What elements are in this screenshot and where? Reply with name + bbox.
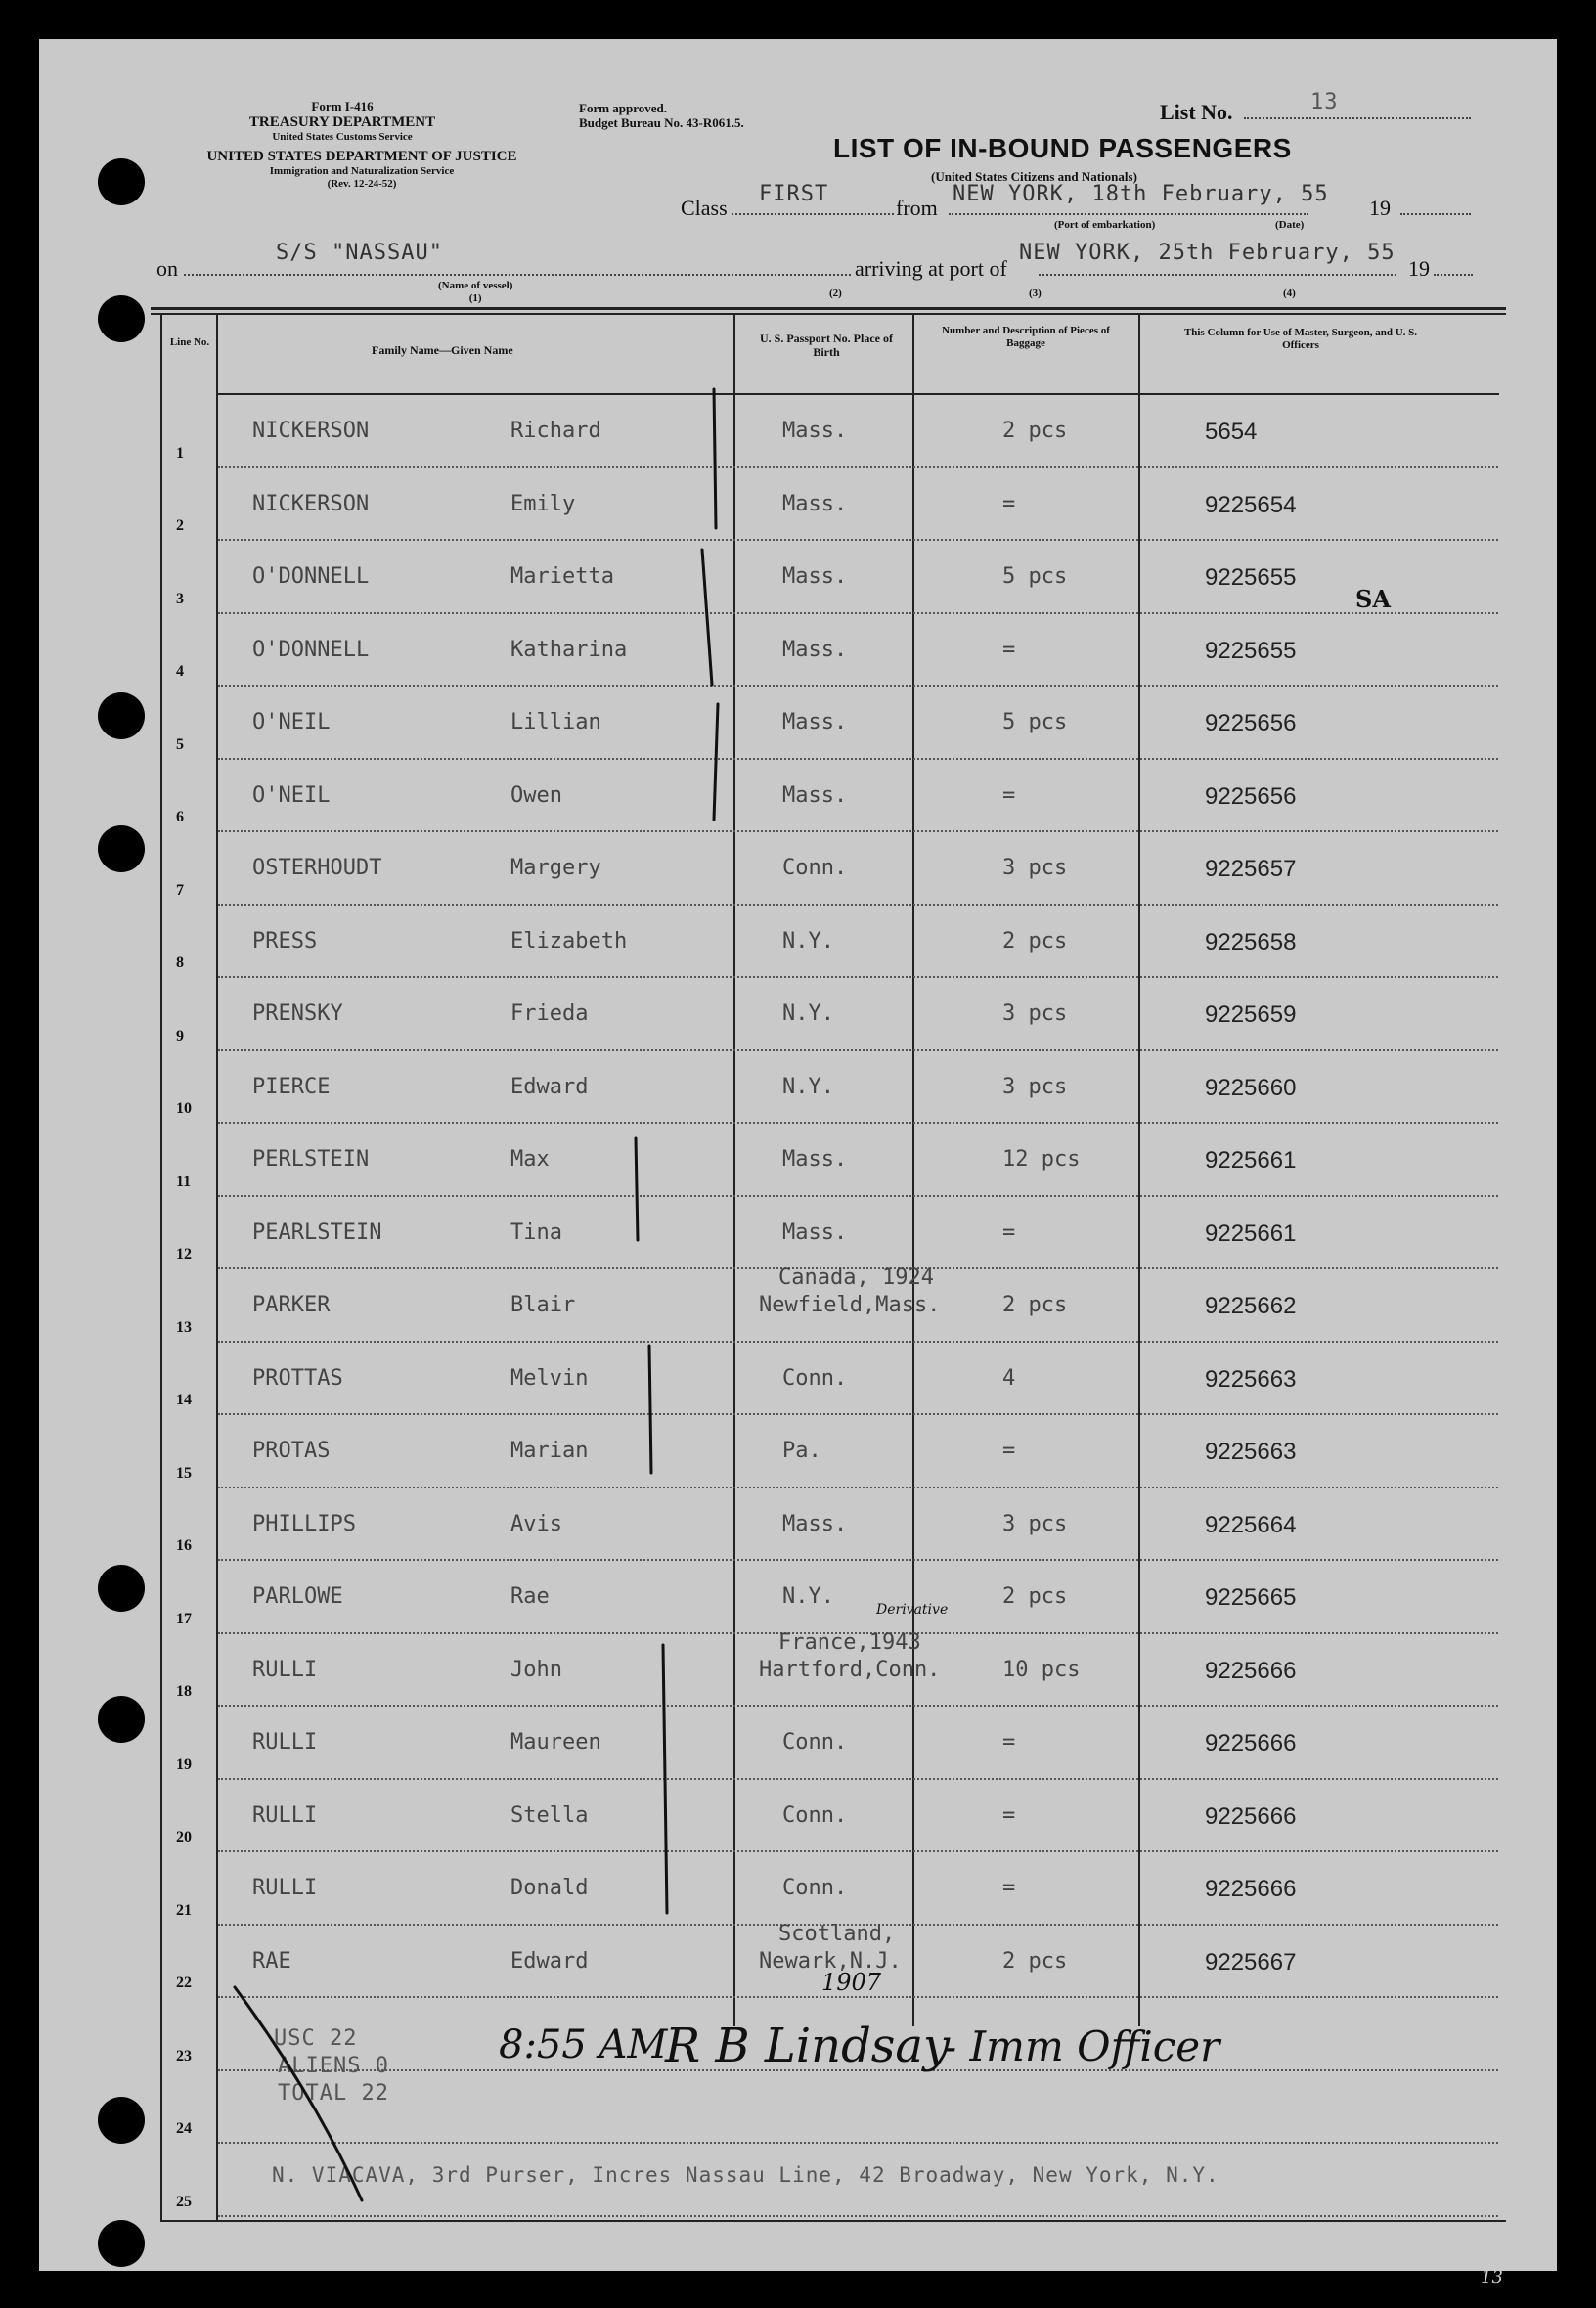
place-of-birth: N.Y. — [782, 1001, 834, 1026]
given-name: Edward — [510, 1948, 589, 1974]
officer-number: 9225655 — [1205, 637, 1297, 664]
given-name: Margery — [510, 856, 601, 880]
officer-number: 9225666 — [1205, 1657, 1297, 1684]
punch-hole — [98, 295, 145, 342]
family-name: PHILLIPS — [252, 1511, 356, 1536]
line-number: 19 — [176, 1755, 192, 1773]
list-number: 13 — [1310, 90, 1339, 114]
baggage: = — [1002, 1730, 1016, 1754]
family-name: NICKERSON — [252, 491, 370, 516]
birth-year-note: 1907 — [821, 1968, 882, 1996]
page-subtitle: (United States Citizens and Nationals) — [931, 169, 1137, 184]
given-name: Richard — [510, 419, 601, 443]
vessel-caption — [438, 280, 512, 304]
given-name: Owen — [510, 782, 562, 808]
form-approved: Form approved. — [579, 101, 668, 115]
given-name: Rae — [510, 1584, 550, 1609]
table-row — [39, 1343, 1557, 1416]
port-emb-caption: (Port of embarkation) — [1054, 219, 1156, 231]
table-row — [39, 614, 1557, 688]
baggage: 10 pcs — [1002, 1657, 1081, 1682]
officer-number: 9225665 — [1205, 1584, 1297, 1611]
from-line — [949, 213, 1308, 215]
officer-number: 9225661 — [1205, 1220, 1297, 1247]
family-name: PEARLSTEIN — [252, 1220, 382, 1245]
given-name: Emily — [510, 491, 576, 516]
line-number: 24 — [176, 2120, 192, 2137]
from-value: NEW YORK, 18th February, 55 — [953, 182, 1329, 206]
place-of-birth: Newfield,Mass. — [759, 1293, 941, 1317]
line-number: 22 — [176, 1975, 192, 1991]
signature-title: - Imm Officer — [943, 2022, 1220, 2070]
list-label: List No. — [1160, 100, 1233, 124]
margin-note: SA — [1355, 585, 1391, 613]
officer-number: 9225659 — [1205, 1001, 1297, 1028]
table-row — [39, 906, 1557, 979]
place-of-birth: Mass. — [782, 564, 848, 589]
place-of-birth: Mass. — [782, 419, 848, 443]
baggage: = — [1002, 1439, 1016, 1463]
baggage: 3 pcs — [1002, 1001, 1068, 1026]
officer-number: 9225661 — [1205, 1147, 1297, 1174]
place-of-birth: Conn. — [782, 856, 848, 880]
list-line — [1244, 117, 1471, 119]
line-number: 10 — [176, 1100, 192, 1117]
officer-number: 9225667 — [1205, 1948, 1297, 1975]
place-of-birth: Mass. — [782, 1220, 848, 1245]
baggage: 2 pcs — [1002, 419, 1068, 443]
table-row — [39, 2071, 1557, 2145]
baggage: 2 pcs — [1002, 1584, 1068, 1609]
baggage: 2 pcs — [1002, 928, 1068, 954]
baggage: 12 pcs — [1002, 1147, 1081, 1172]
family-name: RULLI — [252, 1876, 318, 1900]
table-row — [39, 1415, 1557, 1488]
given-name: Blair — [510, 1293, 576, 1317]
revision: (Rev. 12-24-52) — [327, 177, 397, 190]
totals-total: TOTAL 22 — [278, 2081, 389, 2106]
line-number: 9 — [176, 1027, 184, 1044]
place-of-birth: Mass. — [782, 637, 848, 662]
table-row — [39, 1561, 1557, 1634]
customs-service: United States Customs Service — [272, 131, 413, 144]
family-name: OSTERHOUDT — [252, 856, 382, 880]
officer-number: 9225663 — [1205, 1439, 1297, 1465]
form-block — [215, 100, 469, 144]
row-rule — [218, 2215, 1498, 2217]
officer-number: 9225664 — [1205, 1511, 1297, 1538]
place-of-birth: N.Y. — [782, 1074, 834, 1099]
class-value: FIRST — [759, 182, 829, 206]
table-row — [39, 1124, 1557, 1197]
given-name: Katharina — [510, 637, 628, 662]
family-name: NICKERSON — [252, 419, 370, 443]
class-label: Class — [681, 196, 728, 220]
family-name: RULLI — [252, 1730, 318, 1754]
year-line-2 — [1434, 274, 1473, 276]
line-number: 25 — [176, 2193, 192, 2210]
officer-number: 5654 — [1205, 419, 1258, 445]
given-name: Tina — [510, 1220, 562, 1245]
officer-number: 9225658 — [1205, 928, 1297, 955]
baggage: 4 — [1002, 1365, 1016, 1391]
place-of-birth: Mass. — [782, 1511, 848, 1536]
table-row — [39, 687, 1557, 760]
vessel-line — [184, 274, 851, 276]
family-name: PERLSTEIN — [252, 1147, 370, 1172]
officer-number: 9225656 — [1205, 710, 1297, 736]
baggage: 3 pcs — [1002, 1511, 1068, 1536]
arriving-line — [1039, 274, 1396, 276]
baggage: = — [1002, 1220, 1016, 1245]
officer-number: 9225660 — [1205, 1074, 1297, 1101]
punch-hole — [98, 2220, 145, 2267]
passport-note: Scotland, — [778, 1921, 896, 1946]
officer-number: 9225656 — [1205, 782, 1297, 810]
arriving-label: arriving at port of — [855, 256, 1007, 281]
baggage: = — [1002, 637, 1016, 662]
table-row — [39, 760, 1557, 833]
officer-number: 9225655 — [1205, 564, 1297, 591]
vessel-caption-text: (Name of vessel) — [438, 280, 513, 291]
line-number: 4 — [176, 663, 184, 680]
baggage: 5 pcs — [1002, 710, 1068, 734]
given-name: Elizabeth — [510, 928, 628, 954]
year-label-2: 19 — [1408, 256, 1430, 281]
given-name: Lillian — [510, 710, 601, 734]
caption-4: (4) — [1283, 288, 1296, 299]
table-row — [39, 468, 1557, 542]
place-of-birth: Conn. — [782, 1365, 848, 1391]
place-of-birth: Hartford,Conn. — [759, 1657, 941, 1682]
officer-number: 9225662 — [1205, 1293, 1297, 1319]
table-row — [39, 395, 1557, 468]
baggage: = — [1002, 1802, 1016, 1828]
officer-number: 9225666 — [1205, 1876, 1297, 1902]
place-of-birth: Conn. — [782, 1730, 848, 1754]
family-name: PRENSKY — [252, 1001, 343, 1026]
caption-3: (3) — [1029, 288, 1042, 299]
line-number: 23 — [176, 2047, 192, 2064]
family-name: O'NEIL — [252, 710, 331, 734]
purser-line: N. VIACAVA, 3rd Purser, Incres Nassau Line, 42 Broadway, New York, N.Y. — [272, 2163, 1219, 2187]
on-label: on — [156, 256, 178, 281]
year-line-1 — [1400, 213, 1471, 215]
baggage: = — [1002, 782, 1016, 808]
line-number: 11 — [176, 1173, 192, 1190]
table-row — [39, 832, 1557, 906]
family-name: O'DONNELL — [252, 637, 370, 662]
family-name: RAE — [252, 1948, 291, 1974]
line-number: 21 — [176, 1901, 192, 1919]
col-name-header: Family Name—Given Name — [372, 343, 513, 357]
place-of-birth: Mass. — [782, 782, 848, 808]
given-name: Stella — [510, 1802, 589, 1828]
place-of-birth: N.Y. — [782, 928, 834, 954]
line-number: 13 — [176, 1318, 192, 1336]
family-name: RULLI — [252, 1657, 318, 1682]
class-line — [732, 213, 894, 215]
officer-number: 9225663 — [1205, 1365, 1297, 1393]
date-caption: (Date) — [1275, 219, 1305, 231]
manifest-sheet — [39, 39, 1557, 2271]
col-officers-header: This Column for Use of Master, Surgeon, and U. S. Officers — [1183, 327, 1418, 351]
line-number: 18 — [176, 1683, 192, 1700]
vessel-caption-num: (1) — [468, 291, 482, 304]
line-number: 14 — [176, 1392, 192, 1408]
ins-service: Immigration and Naturalization Service — [269, 165, 455, 178]
family-name: PARKER — [252, 1293, 331, 1317]
col-baggage-header: Number and Description of Pieces of Baggage — [942, 325, 1110, 349]
given-name: Maureen — [510, 1730, 601, 1754]
table-row — [39, 1629, 1557, 1708]
form-number: Form I-416 — [311, 99, 374, 113]
table-bottom-rule — [160, 2220, 1506, 2222]
family-name: PARLOWE — [252, 1584, 343, 1609]
family-name: O'DONNELL — [252, 564, 370, 589]
place-of-birth: Mass. — [782, 1147, 848, 1172]
corner-page-number: 13 — [1481, 2267, 1503, 2287]
col-passport-header: U. S. Passport No. Place of Birth — [760, 332, 893, 359]
baggage: 2 pcs — [1002, 1948, 1068, 1974]
approval-block — [579, 102, 744, 131]
line-number: 5 — [176, 735, 184, 753]
totals-aliens: ALIENS 0 — [278, 2054, 389, 2078]
col-line-header: Line No. — [169, 336, 210, 348]
line-number: 7 — [176, 881, 184, 899]
given-name: Marietta — [510, 564, 614, 589]
given-name: Edward — [510, 1074, 589, 1099]
baggage: = — [1002, 491, 1016, 516]
signature-name: R B Lindsay — [665, 2019, 951, 2073]
table-row — [39, 1197, 1557, 1270]
baggage: 3 pcs — [1002, 856, 1068, 880]
given-name: John — [510, 1657, 562, 1682]
baggage: = — [1002, 1876, 1016, 1900]
arriving-value: NEW YORK, 25th February, 55 — [1019, 241, 1396, 265]
table-top-rule-2 — [151, 313, 1506, 315]
place-of-birth: Mass. — [782, 710, 848, 734]
table-top-rule — [151, 307, 1506, 310]
place-of-birth: Newark,N.J. — [759, 1948, 902, 1974]
year-label-1: 19 — [1369, 196, 1391, 220]
given-name: Marian — [510, 1439, 589, 1463]
line-number: 15 — [176, 1464, 192, 1482]
justice-block — [156, 149, 567, 191]
page-title: LIST OF IN-BOUND PASSENGERS — [833, 133, 1292, 163]
given-name: Donald — [510, 1876, 589, 1900]
table-row — [39, 1707, 1557, 1780]
given-name: Frieda — [510, 1001, 589, 1026]
baggage: 5 pcs — [1002, 564, 1068, 589]
family-name: PROTTAS — [252, 1365, 343, 1391]
given-name: Max — [510, 1147, 550, 1172]
table-row — [39, 1921, 1557, 1999]
officer-number: 9225657 — [1205, 856, 1297, 882]
punch-hole — [98, 158, 145, 205]
family-name: PIERCE — [252, 1074, 331, 1099]
baggage: 2 pcs — [1002, 1293, 1068, 1317]
place-of-birth: Mass. — [782, 491, 848, 516]
budget-bureau: Budget Bureau No. 43-R061.5. — [579, 114, 744, 130]
table-row — [39, 1051, 1557, 1125]
passport-note: Canada, 1924 — [778, 1265, 934, 1290]
vessel-name: S/S "NASSAU" — [276, 241, 443, 265]
officer-number: 9225666 — [1205, 1802, 1297, 1830]
totals-usc: USC 22 — [274, 2026, 358, 2051]
line-number: 20 — [176, 1829, 192, 1845]
table-row — [39, 541, 1557, 614]
line-number: 17 — [176, 1610, 192, 1627]
family-name: RULLI — [252, 1802, 318, 1828]
line-number: 6 — [176, 809, 184, 825]
line-number: 1 — [176, 444, 184, 462]
line-number: 3 — [176, 590, 184, 607]
signature-time: 8:55 AM — [499, 2022, 668, 2067]
family-name: PRESS — [252, 928, 318, 954]
passport-note: France,1943 — [778, 1629, 921, 1655]
place-of-birth: Conn. — [782, 1876, 848, 1900]
line-number: 16 — [176, 1537, 192, 1554]
table-row — [39, 1780, 1557, 1853]
line-number: 12 — [176, 1246, 192, 1263]
place-of-birth: Conn. — [782, 1802, 848, 1828]
place-of-birth: N.Y. — [782, 1584, 834, 1609]
family-name: PROTAS — [252, 1439, 331, 1463]
table-row — [39, 978, 1557, 1051]
given-name: Avis — [510, 1511, 562, 1536]
given-name: Melvin — [510, 1365, 589, 1391]
derivative-note: Derivative — [876, 1602, 949, 1618]
table-row — [39, 1852, 1557, 1926]
family-name: O'NEIL — [252, 782, 331, 808]
treasury-dept: TREASURY DEPARTMENT — [248, 113, 436, 130]
line-number: 8 — [176, 954, 184, 971]
line-number: 2 — [176, 517, 184, 534]
baggage: 3 pcs — [1002, 1074, 1068, 1099]
place-of-birth: Pa. — [782, 1439, 821, 1463]
table-row — [39, 1488, 1557, 1562]
officer-number: 9225666 — [1205, 1730, 1297, 1756]
table-row — [39, 1265, 1557, 1343]
officer-number: 9225654 — [1205, 491, 1297, 518]
caption-2: (2) — [829, 288, 842, 299]
from-label: from — [896, 196, 938, 220]
justice-dept: UNITED STATES DEPARTMENT OF JUSTICE — [206, 149, 517, 164]
